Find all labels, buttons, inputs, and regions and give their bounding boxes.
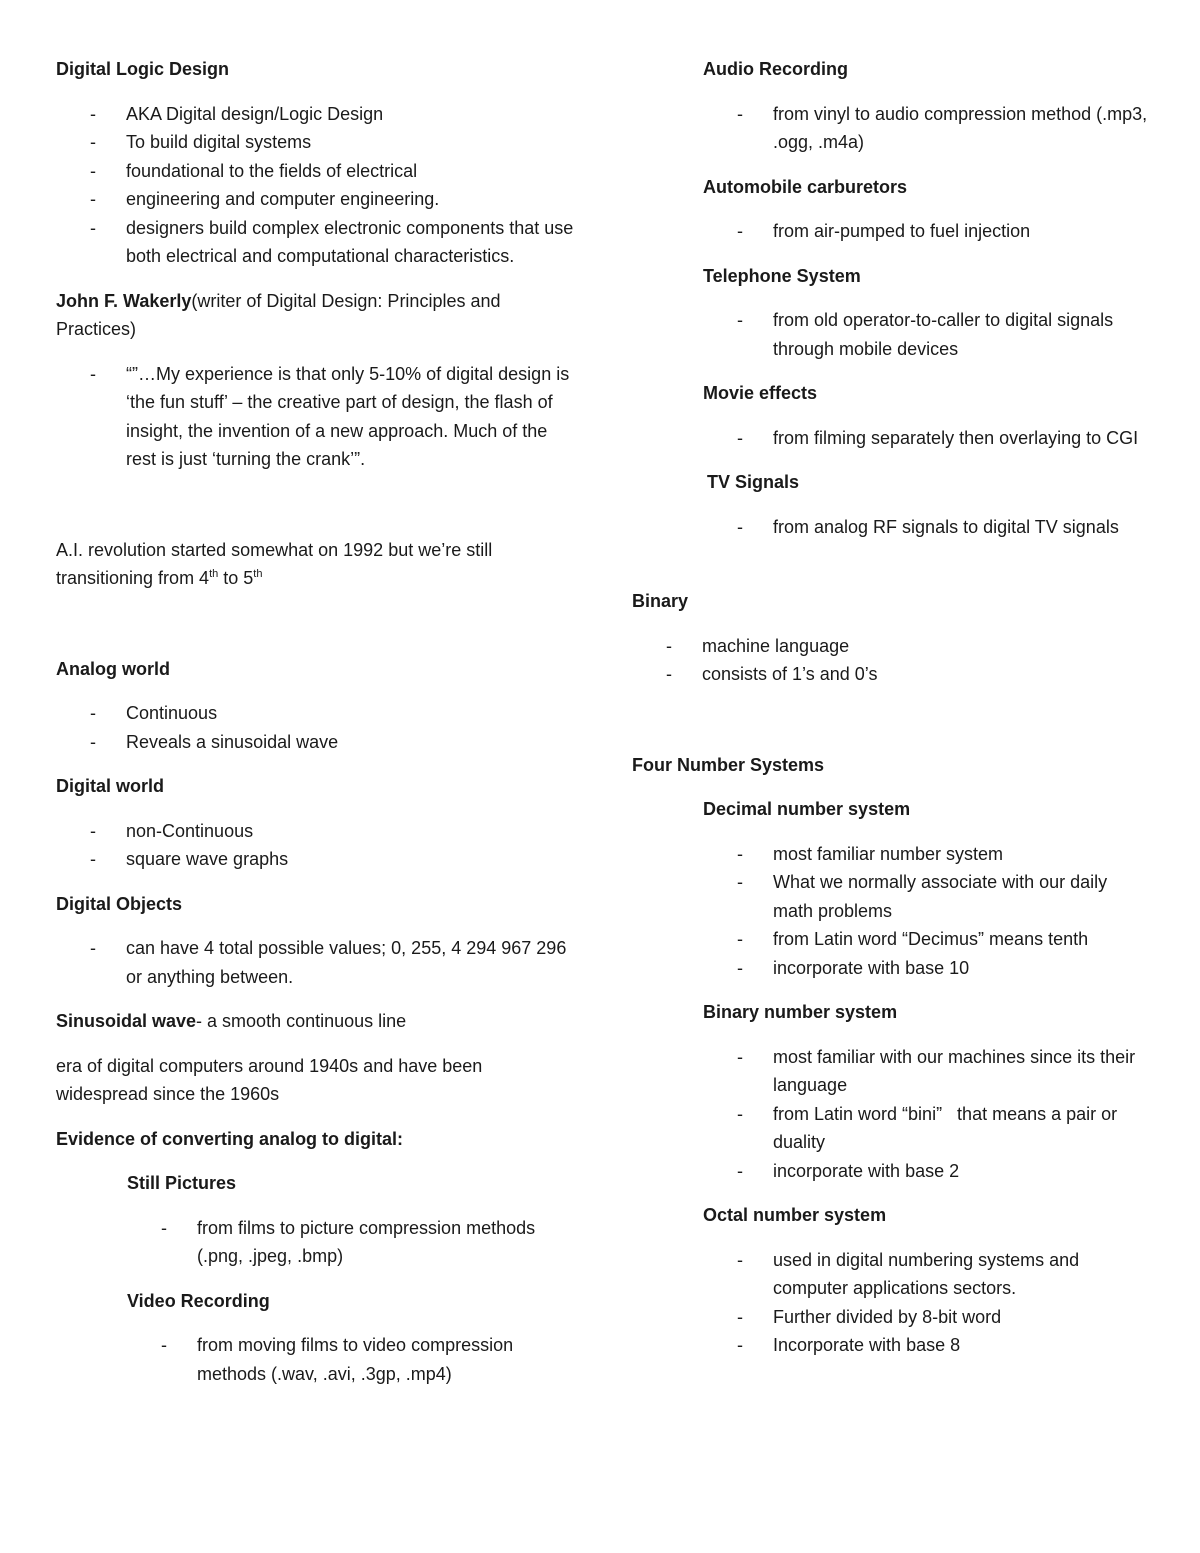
list-item: - Continuous — [56, 699, 576, 728]
sinusoidal-def: - a smooth continuous line — [196, 1011, 407, 1031]
list-item: - from old operator-to-caller to digital signals through mobile devices — [703, 306, 1152, 363]
list-item: - machine language — [632, 632, 1152, 661]
octal-list — [703, 1246, 1152, 1360]
section-heading-analog-world: Analog world — [56, 658, 170, 679]
list-item: - used in digital numbering systems and computer applications sectors. — [703, 1246, 1152, 1303]
list-item: - incorporate with base 2 — [703, 1157, 1152, 1186]
list-item: - Further divided by 8-bit word — [703, 1303, 1152, 1332]
digital-list — [56, 817, 576, 874]
list-item: - incorporate with base 10 — [703, 954, 1152, 983]
list-item: - from Latin word “Decimus” means tenth — [703, 925, 1152, 954]
list-item: - engineering and computer engineering. — [56, 185, 576, 214]
list-item: - from moving films to video compression methods (.wav, .avi, .3gp, .mp4) — [127, 1331, 576, 1388]
section-heading-digital-logic-design: Digital Logic Design — [56, 59, 230, 79]
list-item: - AKA Digital design/Logic Design — [56, 100, 576, 129]
binary-system-list — [703, 1043, 1152, 1186]
ai-sup-1: th — [209, 568, 219, 580]
list-item: - from films to picture compression methods (.png, .jpeg, .bmp) — [127, 1214, 576, 1271]
list-item: - from analog RF signals to digital TV signals — [703, 513, 1152, 542]
list-item: - square wave graphs — [56, 845, 576, 874]
list-item: - non-Continuous — [56, 817, 576, 846]
subheading-audio-recording: Audio Recording — [703, 59, 848, 79]
dld-list — [56, 100, 576, 271]
right-column — [632, 55, 1152, 1376]
tv-list — [703, 513, 1152, 542]
section-heading-digital-objects: Digital Objects — [56, 893, 183, 914]
subheading-video-recording: Video Recording — [127, 1290, 270, 1311]
ai-revolution-paragraph — [56, 536, 576, 593]
ai-sup-2: th — [253, 568, 263, 580]
wakerly-quote: - “”…My experience is that only 5-10% of digital design is ‘the fun stuff’ – the creative part of design, the flash of insight, the invention of a new approach. Much of the rest is just ‘turning the crank’”. — [56, 360, 576, 474]
video-recording-list — [127, 1331, 576, 1388]
list-item: - from filming separately then overlaying to CGI — [703, 424, 1152, 453]
section-heading-binary: Binary — [632, 591, 689, 611]
number-systems-block — [703, 795, 1152, 1360]
section-heading-four-number-systems: Four Number Systems — [632, 754, 825, 775]
list-item: - from vinyl to audio compression method (.mp3, .ogg, .m4a) — [703, 100, 1152, 157]
subheading-automobile-carburetors: Automobile carburetors — [703, 176, 908, 197]
subheading-tv-signals: TV Signals — [707, 472, 800, 492]
phone-list — [703, 306, 1152, 363]
list-item: - most familiar with our machines since its their language — [703, 1043, 1152, 1100]
subheading-still-pictures: Still Pictures — [127, 1173, 237, 1193]
list-item: - Incorporate with base 8 — [703, 1331, 1152, 1360]
subheading-movie-effects: Movie effects — [703, 383, 818, 403]
section-heading-evidence: Evidence of converting analog to digital: — [56, 1128, 404, 1149]
list-item: - consists of 1’s and 0’s — [632, 660, 1152, 689]
list-item: - can have 4 total possible values; 0, 255, 4 294 967 296 or anything between. — [56, 934, 576, 991]
objects-list — [56, 934, 576, 991]
analog-list — [56, 699, 576, 756]
list-item: - most familiar number system — [703, 840, 1152, 869]
list-item: - designers build complex electronic components that use both electrical and computational characteristics. — [56, 214, 576, 271]
subheading-binary-number-system: Binary number system — [703, 1002, 898, 1022]
subheading-telephone-system: Telephone System — [703, 265, 861, 286]
ai-text: A.I. revolution started somewhat on 1992 but we’re still transitioning from 4 — [56, 539, 493, 588]
subheading-decimal-number-system: Decimal number system — [703, 799, 911, 819]
sinusoidal-paragraph — [56, 1007, 576, 1036]
still-pictures-list — [127, 1214, 576, 1271]
sinusoidal-term: Sinusoidal wave — [56, 1011, 197, 1031]
decimal-list — [703, 840, 1152, 983]
wakerly-desc: (writer of Digital Design: Principles and Practices) — [56, 290, 501, 339]
movie-list — [703, 424, 1152, 453]
binary-list — [632, 632, 1152, 689]
list-item: - To build digital systems — [56, 128, 576, 157]
wakerly-paragraph — [56, 287, 576, 344]
wakerly-quote-list — [56, 360, 576, 474]
ai-text-mid: to 5 — [218, 568, 254, 588]
list-item: - from air-pumped to fuel injection — [703, 217, 1152, 246]
auto-list — [703, 217, 1152, 246]
still-pictures-block — [127, 1169, 576, 1388]
audio-list — [703, 100, 1152, 157]
list-item: - Reveals a sinusoidal wave — [56, 728, 576, 757]
section-heading-digital-world: Digital world — [56, 776, 164, 796]
list-item: - What we normally associate with our daily math problems — [703, 868, 1152, 925]
subheading-octal-number-system: Octal number system — [703, 1205, 887, 1225]
era-paragraph: era of digital computers around 1940s and have been widespread since the 1960s — [56, 1055, 483, 1104]
wakerly-name: John F. Wakerly — [56, 290, 192, 311]
list-item: - foundational to the fields of electrical — [56, 157, 576, 186]
left-column — [56, 55, 576, 1404]
evidence-continued-block — [703, 55, 1152, 541]
list-item: - from Latin word “bini” that means a pair or duality — [703, 1100, 1152, 1157]
